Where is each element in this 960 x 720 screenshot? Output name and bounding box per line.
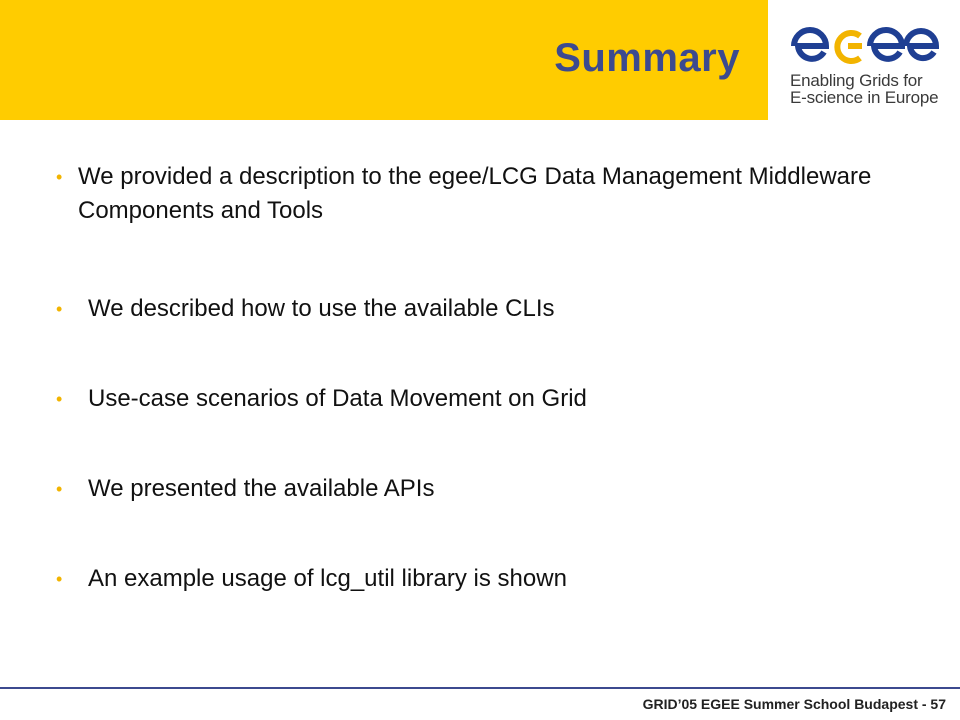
footer-text: GRID’05 EGEE Summer School Budapest - 57: [642, 696, 946, 712]
bullet-text: We provided a description to the egee/LCG Data Management Middleware Components and Tools: [78, 163, 872, 224]
bullet-item: [56, 382, 587, 416]
footer-divider: [0, 687, 960, 689]
logo-tagline-line1: Enabling Grids for: [790, 71, 923, 90]
bullet-text: We presented the available APIs: [88, 475, 435, 502]
bullet-text: An example usage of lcg_util library is shown: [88, 565, 567, 592]
bullet-dot-icon: •: [56, 389, 63, 409]
egee-wordmark-icon: [790, 22, 940, 66]
bullet-dot-icon: •: [56, 299, 63, 319]
bullet-item: [56, 472, 434, 506]
egee-logo: [768, 0, 960, 120]
logo-tagline: [790, 72, 938, 106]
bullet-dot-icon: •: [56, 569, 63, 589]
bullet-item: [56, 292, 555, 326]
bullet-dot-icon: •: [56, 479, 63, 499]
slide-title: Summary: [554, 36, 740, 80]
bullet-dot-icon: •: [56, 167, 63, 187]
bullet-text: Use-case scenarios of Data Movement on Grid: [88, 385, 587, 412]
bullet-text: We described how to use the available CLIs: [88, 295, 555, 322]
bullet-item: [56, 160, 916, 228]
bullet-item: [56, 562, 567, 596]
logo-tagline-line2: E-science in Europe: [790, 88, 939, 107]
